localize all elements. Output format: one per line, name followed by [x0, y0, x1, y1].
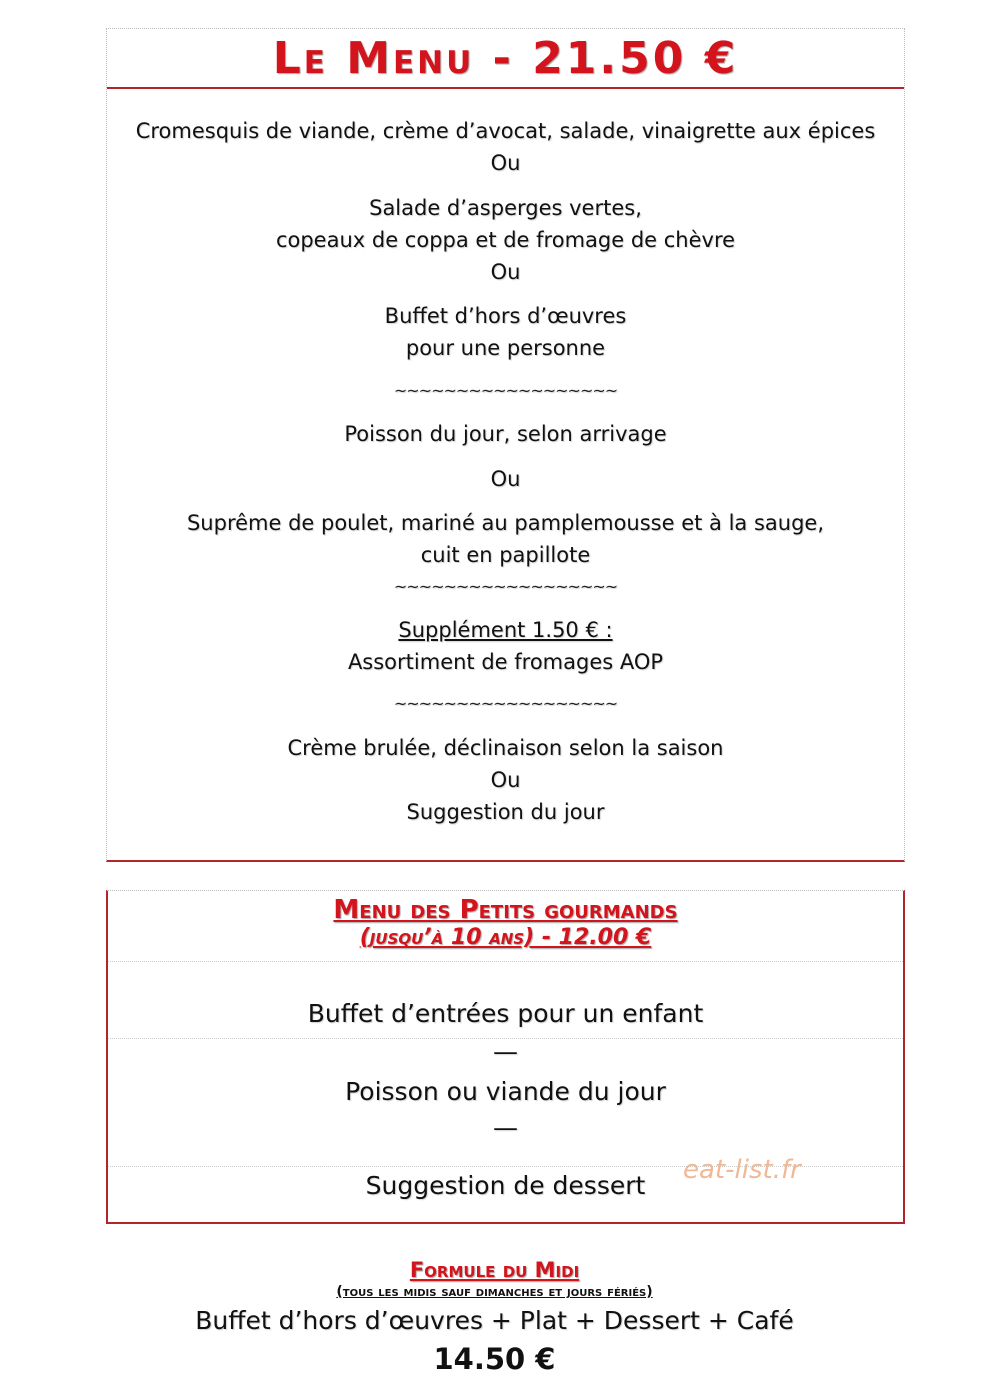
kids-item-starter: Buffet d’entrées pour un enfant [307, 999, 704, 1028]
main-menu-title: Le Menu - 21.50 € [272, 32, 739, 84]
lunch-formula-content: Buffet d’hors d’œuvres + Plat + Dessert + Café [195, 1306, 794, 1335]
cheese-supplement-price: Supplément 1.50 € : [398, 618, 613, 642]
main-menu-header [107, 29, 904, 89]
course-divider: ~~~~~~~~~~~~~~~~~~ [393, 577, 618, 596]
lunch-formula-subtitle: (tous les midis sauf dimanches et jours fériés) [336, 1284, 653, 1300]
lunch-formula-title: Formule du Midi [409, 1258, 580, 1282]
starter-option-2-line-2: copeaux de coppa et de fromage de chèvre [275, 228, 736, 252]
course-divider: ~~~~~~~~~~~~~~~~~~ [393, 694, 618, 713]
or-separator: Ou [490, 151, 521, 175]
watermark: eat-list.fr [683, 1155, 801, 1185]
dessert-option-2: Suggestion du jour [406, 800, 605, 824]
starter-option-2-line-1: Salade d’asperges vertes, [369, 196, 642, 220]
kids-menu-subtitle: (jusqu’à 10 ans) - 12.00 € [359, 925, 652, 950]
starter-option-3-line-1: Buffet d’hors d’œuvres [384, 304, 627, 328]
course-divider: ~~~~~~~~~~~~~~~~~~ [393, 381, 618, 400]
cheese-supplement-label [107, 618, 904, 642]
lunch-formula-price: 14.50 € [433, 1342, 556, 1376]
main-option-1: Poisson du jour, selon arrivage [344, 422, 667, 446]
kids-menu-header [108, 891, 903, 962]
starter-option-1: Cromesquis de viande, crème d’avocat, salade, vinaigrette aux épices [135, 119, 876, 143]
main-option-2-line-2: cuit en papillote [420, 543, 591, 567]
main-menu-card [106, 28, 905, 862]
or-separator: Ou [490, 467, 521, 491]
or-separator: Ou [490, 260, 521, 284]
kids-item-main: Poisson ou viande du jour [345, 1077, 666, 1106]
dessert-option-1: Crème brulée, déclinaison selon la saison [287, 736, 724, 760]
kids-menu-title: Menu des Petits gourmands [333, 895, 678, 925]
cheese-supplement-item: Assortiment de fromages AOP [347, 650, 664, 674]
kids-item-dessert: Suggestion de dessert [365, 1171, 646, 1200]
kids-dash: — [493, 1037, 518, 1066]
main-option-2-line-1: Suprême de poulet, mariné au pamplemousse et à la sauge, [186, 511, 825, 535]
or-separator: Ou [490, 768, 521, 792]
kids-dash: — [493, 1113, 518, 1142]
starter-option-3-line-2: pour une personne [405, 336, 606, 360]
